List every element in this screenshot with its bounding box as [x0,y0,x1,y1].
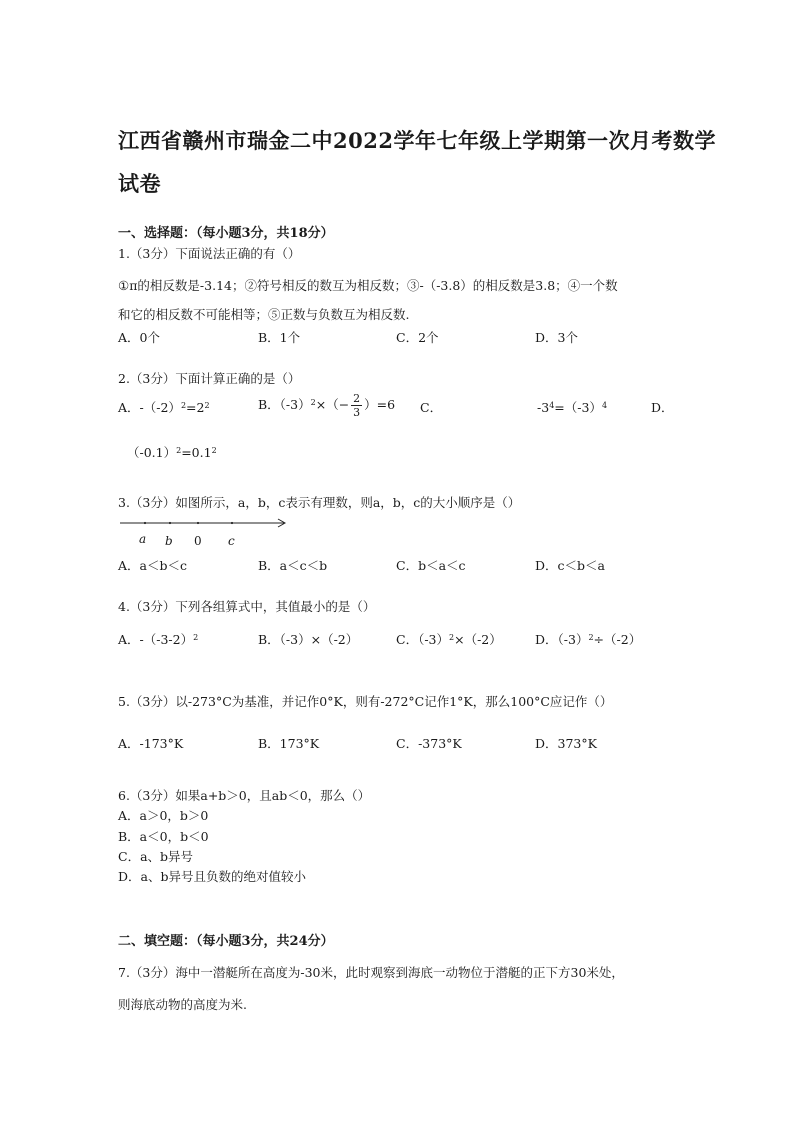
number-line-label-c: c [228,534,235,548]
option-d-base: （-0.1） [127,445,177,460]
question-1-stem: 1.（3分）下面说法正确的有（） [118,246,301,261]
page-title-continued: 试卷 [118,171,161,196]
number-line-label-b: b [165,534,173,548]
option-b-fraction [351,392,362,419]
question-3-stem: 3.（3分）如图所示，a，b，c表示有理数，则a，b，c的大小顺序是（） [118,495,521,510]
question-2-option-a [118,398,210,416]
question-6-stem: 6.（3分）如果a+b＞0，且ab＜0，那么（） [118,788,371,803]
number-line-label-zero: 0 [194,534,202,548]
question-5-option-b: B．173°K [258,736,320,751]
option-a-exponent-2: 2 [204,401,210,410]
option-c-result: =（-3） [554,400,602,415]
question-1-option-c: C．2个 [396,330,439,345]
question-4-option-a [118,630,198,648]
question-5-option-d: D．373°K [535,736,597,751]
question-7-line-2: 则海底动物的高度为米. [118,997,247,1012]
option-c-base: C．（-3） [396,632,449,647]
option-c-exponent-2: 4 [601,401,608,410]
option-c-base: -3 [537,400,550,415]
option-b-base: B．（-3） [258,397,311,412]
question-4-option-b: B．（-3）×（-2） [258,632,359,647]
question-2-option-c [537,398,607,416]
option-a-exponent: 2 [193,633,199,642]
fraction-denominator: 3 [353,406,361,419]
number-line-label-a: a [139,532,147,546]
page-title: 江西省赣州市瑞金二中2022学年七年级上学期第一次月考数学 [118,128,716,153]
number-line-point-a [144,522,146,524]
question-1-option-b: B．1个 [258,330,301,345]
option-b-exponent: 2 [310,398,316,407]
option-c-exponent: 2 [449,633,455,642]
option-d-base: D．（-3） [535,632,589,647]
option-a-exponent-1: 2 [180,401,187,410]
question-5-option-a: A．-173°K [118,736,184,751]
question-6-option-d: D．a、b异号且负数的绝对值较小 [118,869,306,884]
question-5-stem: 5.（3分）以-273°C为基准，并记作0°K，则有-272°C记作1°K，那么100°C应记作（） [118,694,613,709]
option-d-exponent-1: 2 [176,446,182,455]
option-d-exponent-2: 2 [211,446,217,455]
option-c-exponent-1: 4 [549,401,555,410]
question-7-line-1: 7.（3分）海中一潜艇所在高度为-30米，此时观察到海底一动物位于潜艇的正下方30米处， [118,965,624,980]
number-line-point-b [169,522,171,524]
question-1-line-2: 和它的相反数不可能相等；⑤正数与负数互为相反数. [118,307,410,322]
option-b-times: ×（− [315,397,350,412]
question-2-option-b [258,392,395,419]
option-a-result: =2 [186,400,205,415]
section-heading-fill-in: 二、填空题：（每小题3分，共24分） [118,934,334,949]
question-6-option-a: A．a＞0，b＞0 [118,808,209,823]
question-4-option-c [396,630,502,648]
question-2-option-c-label: C． [420,400,443,415]
question-5-option-c: C．-373°K [396,736,462,751]
section-heading-choice: 一、选择题：（每小题3分，共18分） [118,226,334,241]
option-d-result: =0.1 [181,445,212,460]
fraction-numerator: 2 [353,392,361,405]
question-6-option-c: C．a、b异号 [118,849,194,864]
question-2-option-d-label: D． [651,400,674,415]
number-line-point-c [231,522,233,524]
question-4-option-d [535,630,641,648]
question-1-option-d: D．3个 [535,330,578,345]
question-2-option-d [127,443,217,461]
option-b-result: ）=6 [364,397,396,412]
question-3-option-b: B．a＜c＜b [258,558,328,573]
question-4-stem: 4.（3分）下列各组算式中，其值最小的是（） [118,599,376,614]
question-1-option-a: A．0个 [118,330,160,345]
question-6-option-b: B．a＜0，b＜0 [118,829,209,844]
option-d-rest: ÷（-2） [593,632,642,647]
number-line-point-zero [197,522,199,524]
option-c-rest: ×（-2） [454,632,502,647]
option-a-expression: A．-（-3-2） [118,632,194,647]
question-3-option-d: D．c＜b＜a [535,558,605,573]
question-3-option-c: C．b＜a＜c [396,558,466,573]
option-a-base: A．-（-2） [118,400,181,415]
number-line [118,515,293,529]
question-1-line-1: ①π的相反数是-3.14；②符号相反的数互为相反数；③-（-3.8）的相反数是3.8；④一个数 [118,278,618,293]
option-d-exponent: 2 [588,633,594,642]
question-3-option-a: A．a＜b＜c [118,558,187,573]
question-2-stem: 2.（3分）下面计算正确的是（） [118,371,301,386]
